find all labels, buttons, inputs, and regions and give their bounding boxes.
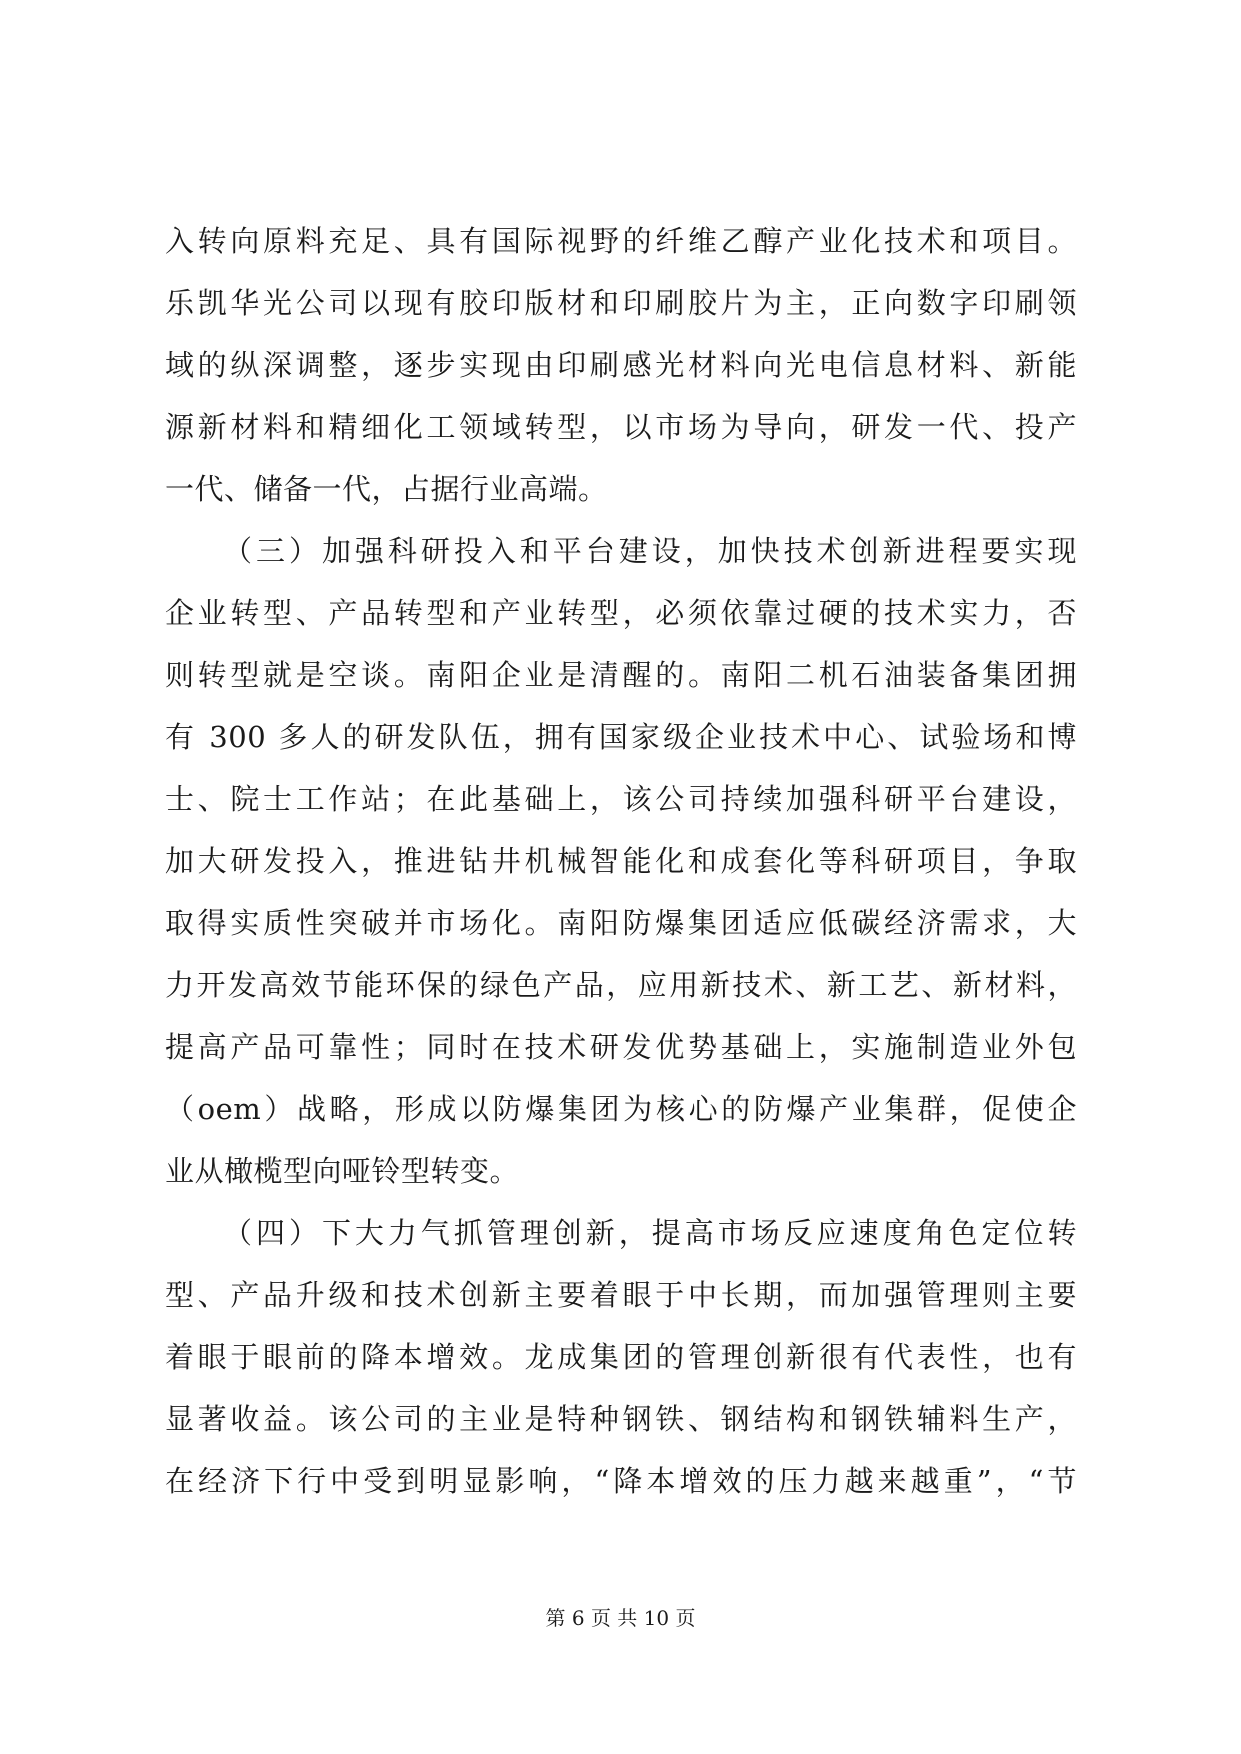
text-line: 显著收益。该公司的主业是特种钢铁、钢结构和钢铁辅料生产，: [165, 1402, 1077, 1436]
section-heading-line: （四）下大力气抓管理创新，提高市场反应速度角色定位转: [223, 1216, 1077, 1250]
text-line: 力开发高效节能环保的绿色产品，应用新技术、新工艺、新材料，: [165, 968, 1077, 1002]
text-line: 取得实质性突破并市场化。南阳防爆集团适应低碳经济需求，大: [165, 906, 1077, 940]
text-line: 业从橄榄型向哑铃型转变。: [165, 1154, 520, 1188]
text-line: 着眼于眼前的降本增效。龙成集团的管理创新很有代表性，也有: [165, 1340, 1077, 1374]
text-line: 企业转型、产品转型和产业转型，必须依靠过硬的技术实力，否: [165, 596, 1077, 630]
text-line: 域的纵深调整，逐步实现由印刷感光材料向光电信息材料、新能: [165, 348, 1077, 382]
text-line: 型、产品升级和技术创新主要着眼于中长期，而加强管理则主要: [165, 1278, 1077, 1312]
text-line: （oem）战略，形成以防爆集团为核心的防爆产业集群，促使企: [165, 1092, 1077, 1126]
page-footer: 第 6 页 共 10 页: [545, 1606, 696, 1630]
body-text: [165, 210, 1077, 1512]
text-line: 源新材料和精细化工领域转型，以市场为导向，研发一代、投产: [165, 410, 1077, 444]
text-line: 乐凯华光公司以现有胶印版材和印刷胶片为主，正向数字印刷领: [165, 286, 1077, 320]
text-line: 士、院士工作站；在此基础上，该公司持续加强科研平台建设，: [165, 782, 1077, 816]
text-line: 有 300 多人的研发队伍，拥有国家级企业技术中心、试验场和博: [165, 720, 1077, 754]
text-line: 则转型就是空谈。南阳企业是清醒的。南阳二机石油装备集团拥: [165, 658, 1077, 692]
text-line: 加大研发投入，推进钻井机械智能化和成套化等科研项目，争取: [165, 844, 1077, 878]
text-line: 一代、储备一代，占据行业高端。: [165, 472, 608, 506]
text-line: 在经济下行中受到明显影响，“降本增效的压力越来越重”，“节: [165, 1464, 1077, 1498]
section-heading-line: （三）加强科研投入和平台建设，加快技术创新进程要实现: [223, 534, 1077, 568]
text-line: 入转向原料充足、具有国际视野的纤维乙醇产业化技术和项目。: [165, 224, 1077, 258]
text-line: 提高产品可靠性；同时在技术研发优势基础上，实施制造业外包: [165, 1030, 1077, 1064]
